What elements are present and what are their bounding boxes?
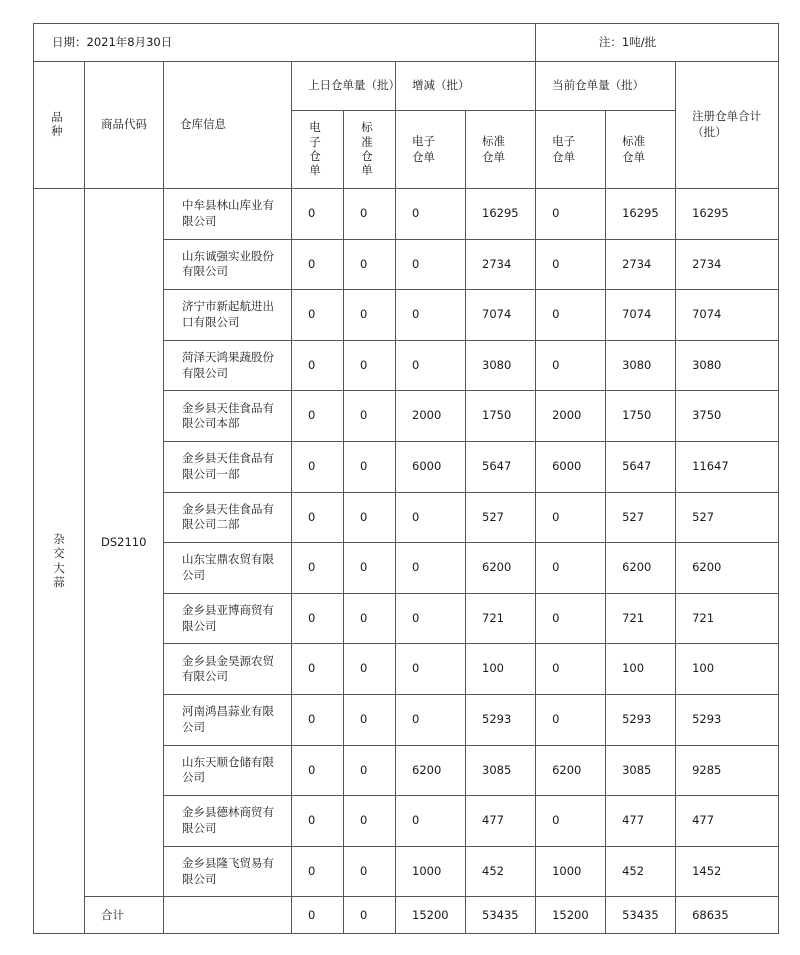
warehouse-name-cell: 金乡县天佳食品有限公司二部 [164, 492, 292, 543]
change-standard-cell: 6200 [466, 543, 536, 594]
prev-standard-cell: 0 [344, 391, 396, 442]
change-standard-cell: 3085 [466, 745, 536, 796]
prev-standard-cell: 0 [344, 492, 396, 543]
current-standard-cell: 527 [606, 492, 676, 543]
change-electronic-cell: 0 [396, 543, 466, 594]
current-electronic-cell: 0 [536, 796, 606, 847]
warehouse-name-cell: 金乡县德林商贸有限公司 [164, 796, 292, 847]
registered-total-cell: 3750 [676, 391, 779, 442]
prev-standard-cell: 0 [344, 644, 396, 695]
current-standard-cell: 5647 [606, 441, 676, 492]
change-electronic-cell: 0 [396, 644, 466, 695]
current-electronic-cell: 0 [536, 239, 606, 290]
change-standard-cell: 527 [466, 492, 536, 543]
header-row-1 [34, 62, 779, 111]
prev-electronic-cell: 0 [292, 694, 344, 745]
prev-electronic-cell: 0 [292, 593, 344, 644]
current-electronic-cell: 0 [536, 340, 606, 391]
header-current-group: 当前仓单量（批） [536, 62, 676, 111]
current-electronic-cell: 2000 [536, 391, 606, 442]
change-standard-cell: 721 [466, 593, 536, 644]
change-standard-cell: 1750 [466, 391, 536, 442]
summary-prev-standard-cell: 0 [344, 897, 396, 934]
current-electronic-cell: 6200 [536, 745, 606, 796]
change-standard-cell: 100 [466, 644, 536, 695]
current-standard-cell: 721 [606, 593, 676, 644]
current-standard-cell: 1750 [606, 391, 676, 442]
variety-cell: 杂交大蒜 [34, 189, 85, 934]
prev-standard-cell: 0 [344, 694, 396, 745]
registered-total-cell: 9285 [676, 745, 779, 796]
change-electronic-cell: 2000 [396, 391, 466, 442]
prev-standard-cell: 0 [344, 593, 396, 644]
warehouse-name-cell: 金乡县隆飞贸易有限公司 [164, 846, 292, 897]
change-electronic-cell: 0 [396, 796, 466, 847]
summary-change-standard-cell: 53435 [466, 897, 536, 934]
summary-current-electronic-cell: 15200 [536, 897, 606, 934]
registered-total-cell: 100 [676, 644, 779, 695]
registered-total-cell: 2734 [676, 239, 779, 290]
header-total-registered: 注册仓单合计（批） [676, 62, 779, 189]
prev-electronic-cell: 0 [292, 846, 344, 897]
prev-electronic-cell: 0 [292, 239, 344, 290]
registered-total-cell: 16295 [676, 189, 779, 240]
header-code: 商品代码 [85, 62, 164, 189]
change-standard-cell: 5293 [466, 694, 536, 745]
header-change-standard: 标准仓单 [466, 111, 536, 189]
registered-total-cell: 7074 [676, 290, 779, 341]
registered-total-cell: 5293 [676, 694, 779, 745]
prev-standard-cell: 0 [344, 340, 396, 391]
current-electronic-cell: 0 [536, 593, 606, 644]
header-prev-electronic: 电子仓单 [292, 111, 344, 189]
prev-standard-cell: 0 [344, 441, 396, 492]
current-electronic-cell: 6000 [536, 441, 606, 492]
prev-standard-cell: 0 [344, 239, 396, 290]
current-standard-cell: 2734 [606, 239, 676, 290]
summary-registered-total-cell: 68635 [676, 897, 779, 934]
header-current-standard: 标准仓单 [606, 111, 676, 189]
current-standard-cell: 6200 [606, 543, 676, 594]
registered-total-cell: 477 [676, 796, 779, 847]
prev-electronic-cell: 0 [292, 441, 344, 492]
warehouse-receipt-report [33, 23, 778, 933]
warehouse-name-cell: 中牟县林山库业有限公司 [164, 189, 292, 240]
warehouse-name-cell: 金乡县天佳食品有限公司一部 [164, 441, 292, 492]
change-electronic-cell: 1000 [396, 846, 466, 897]
change-electronic-cell: 6200 [396, 745, 466, 796]
registered-total-cell: 3080 [676, 340, 779, 391]
current-electronic-cell: 0 [536, 644, 606, 695]
prev-standard-cell: 0 [344, 543, 396, 594]
current-standard-cell: 3080 [606, 340, 676, 391]
warehouse-name-cell: 河南鸿昌蒜业有限公司 [164, 694, 292, 745]
unit-note: 注：1吨/批 [536, 24, 779, 62]
warehouse-name-cell: 山东宝鼎农贸有限公司 [164, 543, 292, 594]
current-electronic-cell: 0 [536, 543, 606, 594]
header-prev-group: 上日仓单量（批） [292, 62, 396, 111]
current-electronic-cell: 0 [536, 290, 606, 341]
change-standard-cell: 452 [466, 846, 536, 897]
current-electronic-cell: 0 [536, 694, 606, 745]
warehouse-name-cell: 菏泽天鸿果蔬股份有限公司 [164, 340, 292, 391]
date-label: 日期：2021年8月30日 [34, 24, 536, 62]
current-electronic-cell: 1000 [536, 846, 606, 897]
change-electronic-cell: 0 [396, 239, 466, 290]
change-electronic-cell: 0 [396, 694, 466, 745]
prev-electronic-cell: 0 [292, 644, 344, 695]
registered-total-cell: 1452 [676, 846, 779, 897]
warehouse-name-cell: 山东天顺仓储有限公司 [164, 745, 292, 796]
current-electronic-cell: 0 [536, 492, 606, 543]
prev-electronic-cell: 0 [292, 189, 344, 240]
receipt-table [33, 23, 779, 934]
change-standard-cell: 3080 [466, 340, 536, 391]
registered-total-cell: 11647 [676, 441, 779, 492]
warehouse-name-cell: 金乡县天佳食品有限公司本部 [164, 391, 292, 442]
change-standard-cell: 7074 [466, 290, 536, 341]
change-standard-cell: 477 [466, 796, 536, 847]
current-standard-cell: 16295 [606, 189, 676, 240]
prev-electronic-cell: 0 [292, 492, 344, 543]
prev-standard-cell: 0 [344, 846, 396, 897]
current-standard-cell: 5293 [606, 694, 676, 745]
change-standard-cell: 5647 [466, 441, 536, 492]
prev-electronic-cell: 0 [292, 391, 344, 442]
current-standard-cell: 452 [606, 846, 676, 897]
header-prev-standard: 标准仓单 [344, 111, 396, 189]
change-electronic-cell: 0 [396, 189, 466, 240]
header-variety: 品种 [34, 62, 85, 189]
summary-warehouse-cell [164, 897, 292, 934]
prev-electronic-cell: 0 [292, 340, 344, 391]
warehouse-name-cell: 金乡县亚博商贸有限公司 [164, 593, 292, 644]
table-row [34, 189, 779, 240]
change-standard-cell: 16295 [466, 189, 536, 240]
current-standard-cell: 477 [606, 796, 676, 847]
registered-total-cell: 721 [676, 593, 779, 644]
header-change-group: 增减（批） [396, 62, 536, 111]
current-standard-cell: 100 [606, 644, 676, 695]
prev-standard-cell: 0 [344, 290, 396, 341]
prev-standard-cell: 0 [344, 189, 396, 240]
current-electronic-cell: 0 [536, 189, 606, 240]
current-standard-cell: 3085 [606, 745, 676, 796]
warehouse-name-cell: 济宁市新起航进出口有限公司 [164, 290, 292, 341]
header-change-electronic: 电子仓单 [396, 111, 466, 189]
summary-prev-electronic-cell: 0 [292, 897, 344, 934]
change-electronic-cell: 0 [396, 593, 466, 644]
change-electronic-cell: 0 [396, 492, 466, 543]
warehouse-name-cell: 山东诚强实业股份有限公司 [164, 239, 292, 290]
prev-standard-cell: 0 [344, 796, 396, 847]
change-electronic-cell: 0 [396, 340, 466, 391]
prev-standard-cell: 0 [344, 745, 396, 796]
change-electronic-cell: 6000 [396, 441, 466, 492]
current-standard-cell: 7074 [606, 290, 676, 341]
registered-total-cell: 527 [676, 492, 779, 543]
warehouse-name-cell: 金乡县金昊源农贸有限公司 [164, 644, 292, 695]
change-standard-cell: 2734 [466, 239, 536, 290]
prev-electronic-cell: 0 [292, 796, 344, 847]
commodity-code-cell: DS2110 [85, 189, 164, 897]
date-row [34, 24, 779, 62]
prev-electronic-cell: 0 [292, 290, 344, 341]
header-warehouse: 仓库信息 [164, 62, 292, 189]
summary-label: 合计 [85, 897, 164, 934]
change-electronic-cell: 0 [396, 290, 466, 341]
prev-electronic-cell: 0 [292, 745, 344, 796]
summary-change-electronic-cell: 15200 [396, 897, 466, 934]
registered-total-cell: 6200 [676, 543, 779, 594]
summary-row [34, 897, 779, 934]
prev-electronic-cell: 0 [292, 543, 344, 594]
header-current-electronic: 电子仓单 [536, 111, 606, 189]
summary-current-standard-cell: 53435 [606, 897, 676, 934]
